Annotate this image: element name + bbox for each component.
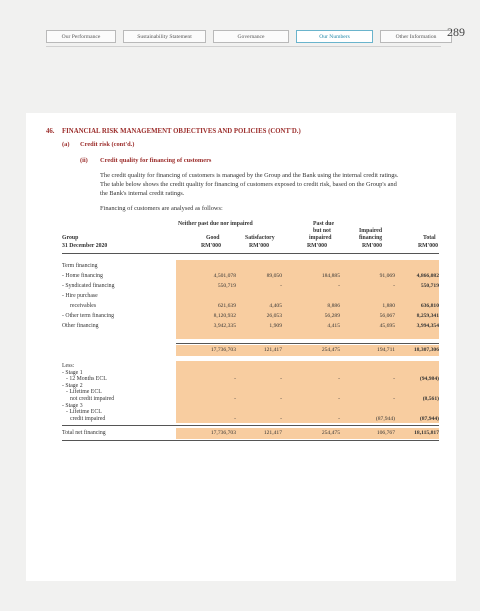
header-unit: RM'000 <box>418 243 438 249</box>
subtotal-cell: 17,736,703 <box>210 347 236 353</box>
table-cell: 56,289 <box>324 313 340 319</box>
table-cell: - <box>280 376 282 383</box>
row-label: - Stage 1 <box>62 369 83 376</box>
header-unit: RM'000 <box>249 243 269 249</box>
table-cell: - <box>280 283 282 289</box>
table-cell: (87,944) <box>375 415 395 422</box>
row-label: - Lifetime ECL <box>66 389 102 396</box>
header-unit: RM'000 <box>307 243 327 249</box>
table-cell: 4,501,078 <box>213 273 236 279</box>
table-cell: 1,880 <box>382 303 395 309</box>
header-unit: RM'000 <box>201 243 221 249</box>
table-cell: - <box>393 376 395 383</box>
table-cell: 550,719 <box>420 283 439 289</box>
table-cell: 91,069 <box>379 273 395 279</box>
subtotal-cell: 254,475 <box>321 347 340 353</box>
table-cell: 26,053 <box>266 313 282 319</box>
header-neither-past-due: Neither past due nor impaired <box>178 221 253 227</box>
header-total: Total <box>423 235 436 241</box>
subtotal-cell: 194,711 <box>377 347 395 353</box>
row-label: Term financing <box>62 263 98 269</box>
subsection-a-title: Credit risk (cont'd.) <box>80 141 135 148</box>
total-cell: 121,417 <box>263 430 282 436</box>
table-cell: - <box>338 415 340 422</box>
row-label: receivables <box>70 303 97 309</box>
table-cell: 8,120,932 <box>213 313 236 319</box>
table-cell: 89,050 <box>266 273 282 279</box>
table-cell: - <box>280 415 282 422</box>
header-past-due: impaired <box>309 235 332 241</box>
table-cell: 636,810 <box>420 303 439 309</box>
paragraph-line: The table below shows the credit quality for financing of customers exposed to credit risk, based on the Group's and <box>100 181 397 188</box>
table-cell: - <box>234 376 236 383</box>
row-label: - Lifetime ECL <box>66 409 102 416</box>
total-cell: 17,736,703 <box>210 430 236 436</box>
table-cell: - <box>338 376 340 383</box>
table-cell: 45,695 <box>379 323 395 329</box>
table-cell: 550,719 <box>217 283 236 289</box>
header-date: 31 December 2020 <box>62 243 108 249</box>
header-group: Group <box>62 235 79 241</box>
table-cell: - <box>234 396 236 402</box>
row-label: - Hire purchase <box>62 293 98 299</box>
header-good: Good <box>206 235 220 241</box>
table-cell: 56,067 <box>379 313 395 319</box>
tab-sustainability-statement[interactable]: Sustainability Statement <box>123 30 206 43</box>
table-cell: - <box>393 283 395 289</box>
row-label: - 12 Months ECL <box>66 376 107 383</box>
subsection-ii-title: Credit quality for financing of customers <box>100 157 212 164</box>
table-cell: 621,639 <box>217 303 236 309</box>
header-impaired: financing <box>359 235 383 241</box>
subsection-a-label: (a) <box>62 141 70 148</box>
row-label: Less: <box>62 363 75 369</box>
table-cell: (94,984) <box>419 376 439 383</box>
tab-other-information[interactable]: Other Information <box>380 30 452 43</box>
subtotal-cell: 18,307,306 <box>413 347 439 353</box>
header-unit: RM'000 <box>362 243 382 249</box>
table-cell: 4,866,082 <box>416 273 439 279</box>
header-divider <box>46 46 441 47</box>
header-rule <box>62 253 439 254</box>
table-cell: - <box>393 396 395 402</box>
table-cell: 4,405 <box>269 303 282 309</box>
header-satisfactory: Satisfactory <box>245 235 275 241</box>
table-cell: - <box>280 396 282 402</box>
table-cell: 3,994,354 <box>416 323 439 329</box>
content-panel <box>26 113 456 581</box>
row-label: not credit impaired <box>70 396 115 402</box>
section-title: FINANCIAL RISK MANAGEMENT OBJECTIVES AND POLICIES (CONT'D.) <box>62 128 301 135</box>
table-cell: 4,415 <box>327 323 340 329</box>
subsection-ii-label: (ii) <box>80 157 88 164</box>
row-label: - Home financing <box>62 273 103 279</box>
row-label: - Stage 3 <box>62 402 83 409</box>
table-cell: 8,259,341 <box>416 313 439 319</box>
table-cell: - <box>338 283 340 289</box>
total-cell: 106,767 <box>376 430 395 436</box>
subtotal-rule <box>176 343 439 344</box>
row-label: - Stage 2 <box>62 382 83 389</box>
paragraph-line: the Bank's internal credit ratings. <box>100 190 185 197</box>
table-cell: (87,944) <box>419 415 439 422</box>
paragraph-line: Financing of customers are analysed as follows: <box>100 205 223 212</box>
total-cell: 254,475 <box>321 430 340 436</box>
total-rule-top <box>62 425 439 426</box>
table-cell: - <box>338 396 340 402</box>
header-impaired: Impaired <box>359 228 383 234</box>
row-label: credit impaired <box>70 415 106 422</box>
page-number: 289 <box>447 25 465 39</box>
header-past-due: but not <box>313 228 331 234</box>
tab-our-numbers[interactable]: Our Numbers <box>296 30 373 43</box>
row-label: Other financing <box>62 323 99 329</box>
top-navigation <box>46 30 459 43</box>
total-rule-bottom <box>62 440 439 441</box>
tab-governance[interactable]: Governance <box>213 30 289 43</box>
table-shading-less <box>176 361 439 423</box>
table-cell: (8,561) <box>422 396 439 402</box>
row-label: - Syndicated financing <box>62 283 115 289</box>
row-label: - Other term financing <box>62 313 114 319</box>
section-number: 46. <box>46 128 55 135</box>
table-cell: 8,886 <box>327 303 340 309</box>
tab-our-performance[interactable]: Our Performance <box>46 30 116 43</box>
table-cell: - <box>234 415 236 422</box>
table-cell: 3,942,335 <box>213 323 236 329</box>
subtotal-cell: 121,417 <box>263 347 282 353</box>
total-cell: 18,115,817 <box>414 430 439 436</box>
total-label: Total net financing <box>62 430 106 436</box>
paragraph-line: The credit quality for financing of customers is managed by the Group and the Bank using the internal credit ratings. <box>100 172 399 179</box>
table-cell: 184,885 <box>321 273 340 279</box>
table-cell: 1,909 <box>269 323 282 329</box>
header-past-due: Past due <box>313 221 335 227</box>
